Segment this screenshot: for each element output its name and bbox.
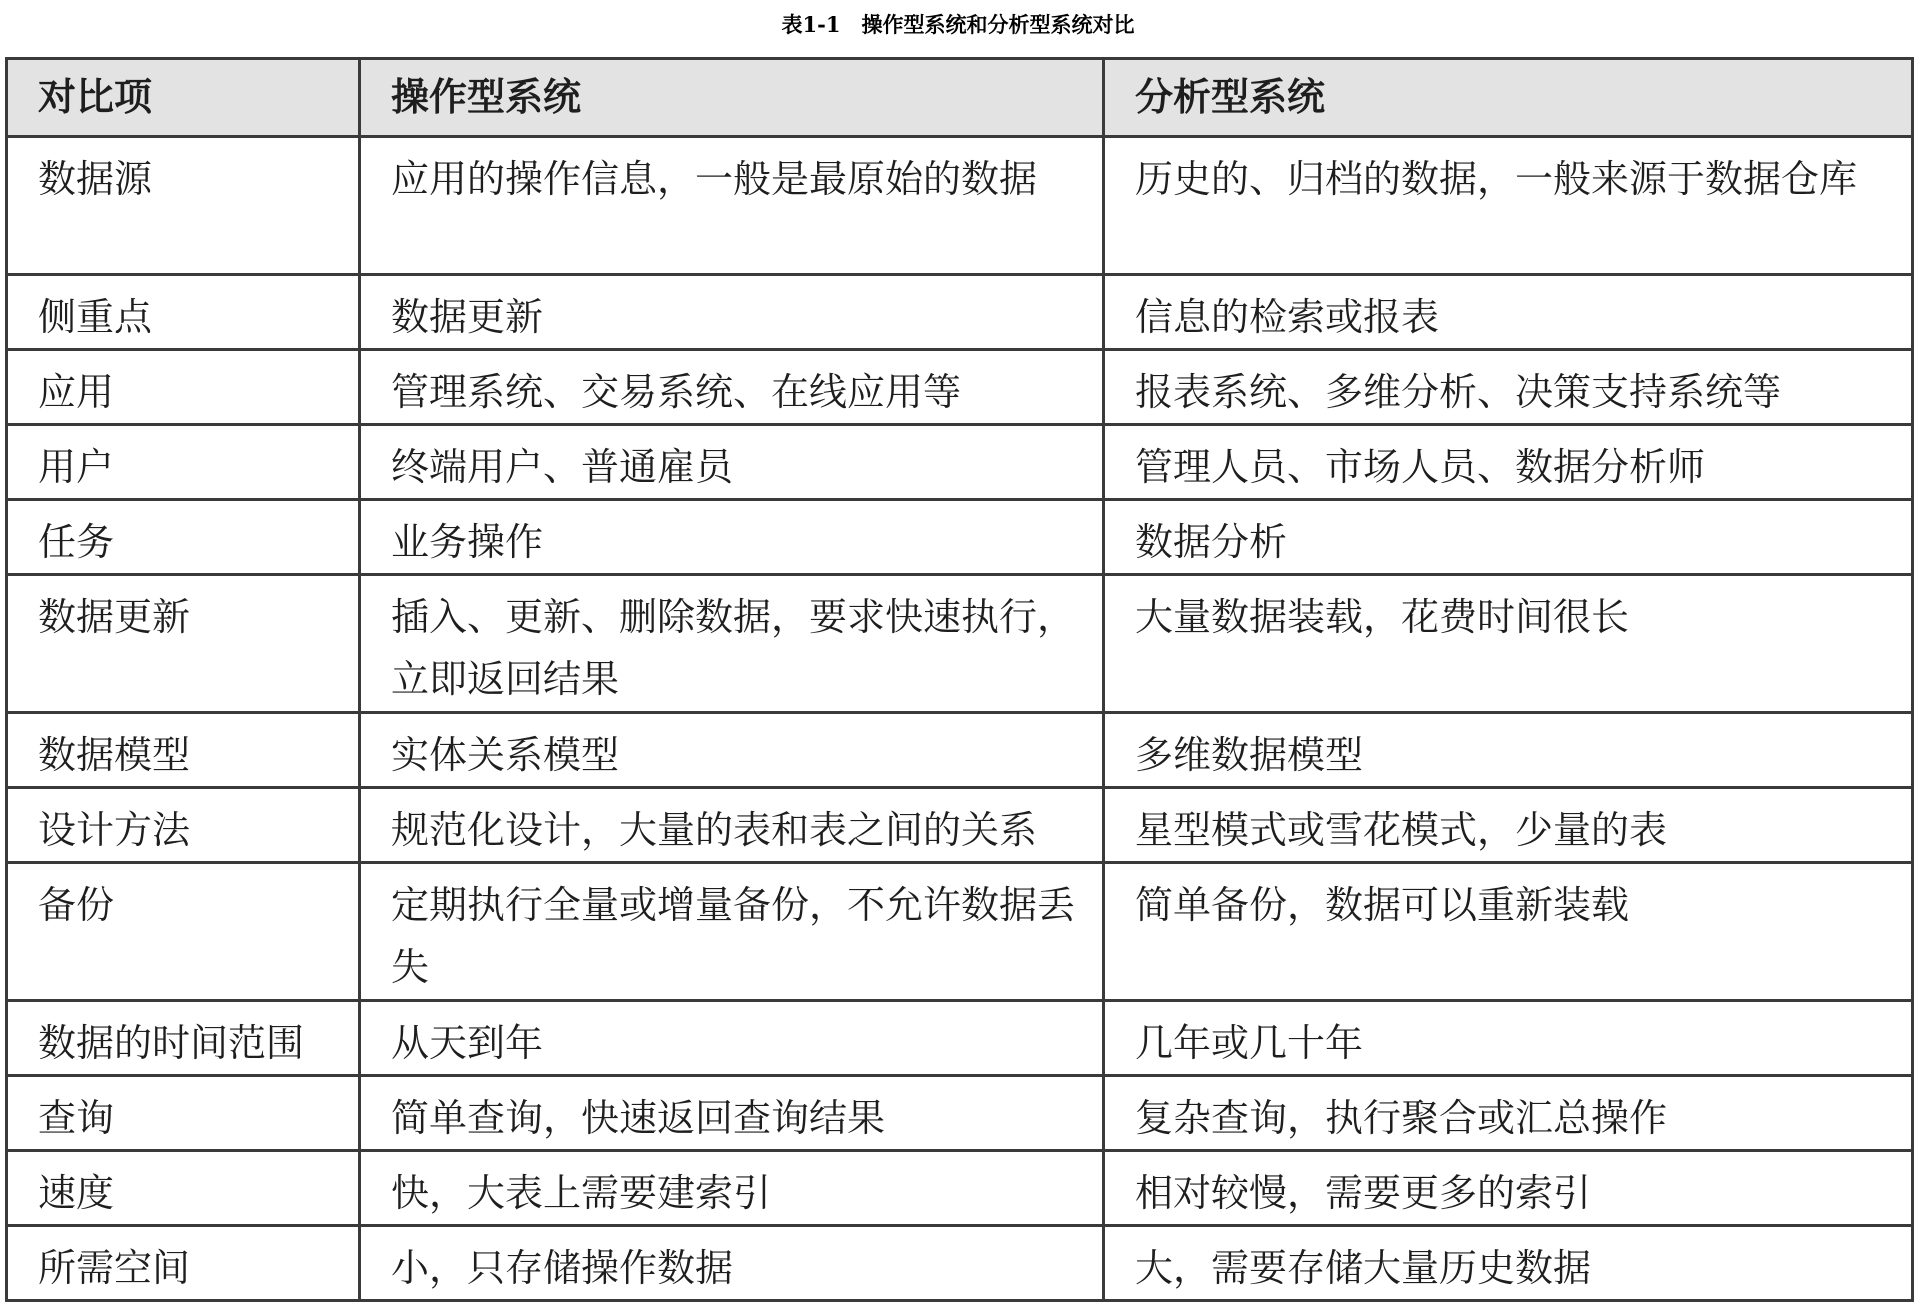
table-row [7,788,1913,863]
table-row [7,713,1913,788]
table-caption: 表1-1 操作型系统和分析型系统对比 [781,12,1135,37]
operational-cell: 管理系统、交易系统、在线应用等 [360,350,1104,425]
row-label: 速度 [7,1151,360,1226]
row-label: 数据的时间范围 [7,1001,360,1076]
analytical-cell: 信息的检索或报表 [1104,275,1913,350]
table-row [7,1226,1913,1301]
analytical-cell: 报表系统、多维分析、决策支持系统等 [1104,350,1913,425]
table-row [7,575,1913,713]
table-row [7,350,1913,425]
row-label: 数据模型 [7,713,360,788]
row-label: 查询 [7,1076,360,1151]
operational-cell: 规范化设计，大量的表和表之间的关系 [360,788,1104,863]
analytical-cell: 多维数据模型 [1104,713,1913,788]
analytical-cell: 几年或几十年 [1104,1001,1913,1076]
table-row [7,425,1913,500]
header-operational-system: 操作型系统 [360,59,1104,137]
analytical-cell: 大，需要存储大量历史数据 [1104,1226,1913,1301]
analytical-cell: 大量数据装载，花费时间很长 [1104,575,1913,713]
operational-cell: 应用的操作信息，一般是最原始的数据 [360,137,1104,275]
analytical-cell: 复杂查询，执行聚合或汇总操作 [1104,1076,1913,1151]
row-label: 侧重点 [7,275,360,350]
row-label: 所需空间 [7,1226,360,1301]
analytical-cell: 简单备份，数据可以重新装载 [1104,863,1913,1001]
operational-cell: 小，只存储操作数据 [360,1226,1104,1301]
row-label: 数据源 [7,137,360,275]
header-row [7,59,1913,137]
table-row [7,1151,1913,1226]
table-row [7,863,1913,1001]
row-label: 数据更新 [7,575,360,713]
operational-cell: 定期执行全量或增量备份，不允许数据丢失 [360,863,1104,1001]
analytical-cell: 星型模式或雪花模式，少量的表 [1104,788,1913,863]
row-label: 应用 [7,350,360,425]
row-label: 任务 [7,500,360,575]
table-row [7,500,1913,575]
row-label: 备份 [7,863,360,1001]
operational-cell: 实体关系模型 [360,713,1104,788]
operational-cell: 简单查询，快速返回查询结果 [360,1076,1104,1151]
analytical-cell: 数据分析 [1104,500,1913,575]
analytical-cell: 相对较慢，需要更多的索引 [1104,1151,1913,1226]
operational-cell: 插入、更新、删除数据，要求快速执行，立即返回结果 [360,575,1104,713]
comparison-table [5,57,1914,1302]
table-row [7,1076,1913,1151]
table-row [7,275,1913,350]
operational-cell: 终端用户、普通雇员 [360,425,1104,500]
operational-cell: 数据更新 [360,275,1104,350]
operational-cell: 从天到年 [360,1001,1104,1076]
operational-cell: 业务操作 [360,500,1104,575]
header-comparison-item: 对比项 [7,59,360,137]
operational-cell: 快，大表上需要建索引 [360,1151,1104,1226]
row-label: 用户 [7,425,360,500]
analytical-cell: 历史的、归档的数据，一般来源于数据仓库 [1104,137,1913,275]
analytical-cell: 管理人员、市场人员、数据分析师 [1104,425,1913,500]
header-analytical-system: 分析型系统 [1104,59,1913,137]
table-row [7,1001,1913,1076]
row-label: 设计方法 [7,788,360,863]
table-row [7,137,1913,275]
